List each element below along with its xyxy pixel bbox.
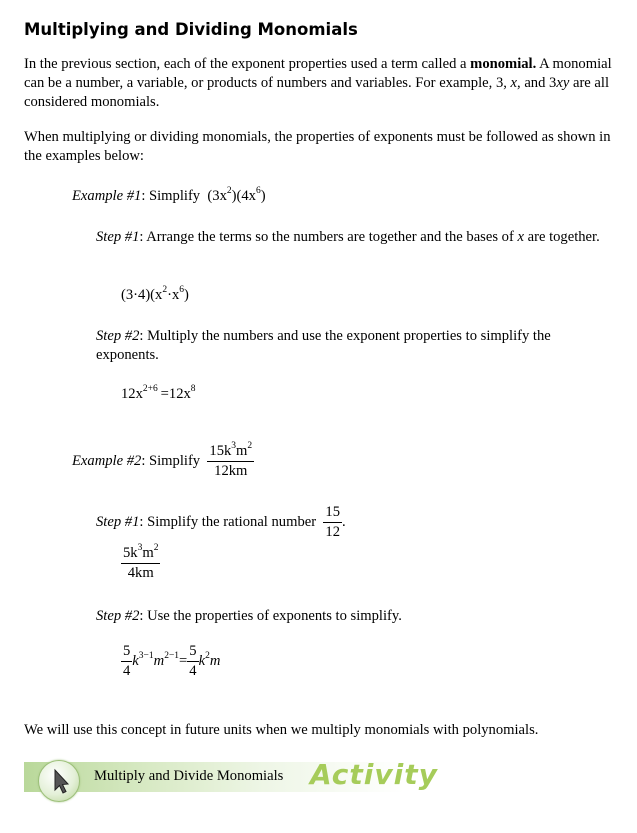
- closing-paragraph: We will use this concept in future units when we multiply monomials with polynomials.: [24, 722, 539, 738]
- intro-tail: are all considered monomials.: [24, 75, 610, 110]
- example1-label: Example #1: [72, 188, 142, 204]
- example1-math1: $(3\cdot 4)(x^2\cdot x^6)$: [121, 285, 189, 303]
- step-text: : Simplify the rational number: [139, 513, 317, 530]
- step-text-2: are together.: [523, 229, 600, 245]
- activity-button[interactable]: [38, 760, 80, 802]
- example-x: x: [510, 75, 518, 91]
- step-label: Step #1: [96, 513, 140, 530]
- intro-paragraph: In the previous section, each of the exponent properties used a term called a monomial. A monomial can be a number, a variable, or products of numbers and variables. For example, 3, x, and 3xy are all considered monomials.: [24, 56, 612, 110]
- step-label: Step #2: [96, 608, 140, 624]
- example2-step1: Step #1: Simplify the rational number $\frac{15}{12}$ .: [96, 504, 346, 540]
- rational-fraction: $\frac{15}{12}$: [325, 504, 340, 540]
- example-3: 3: [495, 75, 504, 91]
- step-text: : Multiply the numbers and use the exponent properties to simplify the exponents.: [96, 328, 551, 363]
- example1-header: [72, 188, 266, 205]
- example1-expression: $(3x^2)(4x^6)$: [207, 186, 266, 204]
- step-text: : Use the properties of exponents to simplify.: [139, 608, 402, 624]
- step-label: Step #1: [96, 229, 140, 245]
- activity-link-label[interactable]: Multiply and Divide Monomials: [94, 768, 284, 784]
- example-and: , and: [517, 75, 550, 91]
- example1-step2: [96, 327, 606, 365]
- intro-text-2: A monomial can be a number, a variable, or products of numbers and variables. For example,: [24, 56, 612, 91]
- example2-math1: $\frac{5k^3m^2}{4km}$: [123, 543, 159, 581]
- example1-step1: [96, 228, 606, 247]
- cursor-arrow-icon: [39, 761, 79, 801]
- step-label: Step #2: [96, 328, 140, 344]
- example-3xy: 3xy: [549, 75, 570, 91]
- example2-label: Example #2: [72, 452, 142, 469]
- activity-word: Activity: [310, 758, 438, 791]
- example1-math2: $12x^{2+6} =12x^8$: [121, 384, 196, 402]
- step-text: : Arrange the terms so the numbers are together and the bases of: [139, 229, 518, 245]
- paragraph-2: When multiplying or dividing monomials, the properties of exponents must be followed as shown in the examples below:: [24, 129, 611, 164]
- example2-step2: [96, 608, 402, 625]
- intro-text: In the previous section, each of the exponent properties used a term called a: [24, 56, 471, 72]
- example2-header: [72, 443, 254, 480]
- example2-simplify: : Simplify: [141, 452, 201, 469]
- monomial-term: monomial.: [470, 56, 537, 72]
- page-title: Multiplying and Dividing Monomials: [24, 20, 358, 39]
- example1-simplify: : Simplify: [141, 188, 201, 204]
- example2-math2: $\frac{5}{4}$ $k^{3-1}m^{2-1}=$ $\frac{5}{4}$ $k^2m$: [123, 643, 221, 679]
- activity-banner[interactable]: [24, 758, 438, 798]
- example2-fraction: $\frac{15k^3m^2}{12km}$: [209, 441, 253, 479]
- step-var: x: [517, 229, 524, 245]
